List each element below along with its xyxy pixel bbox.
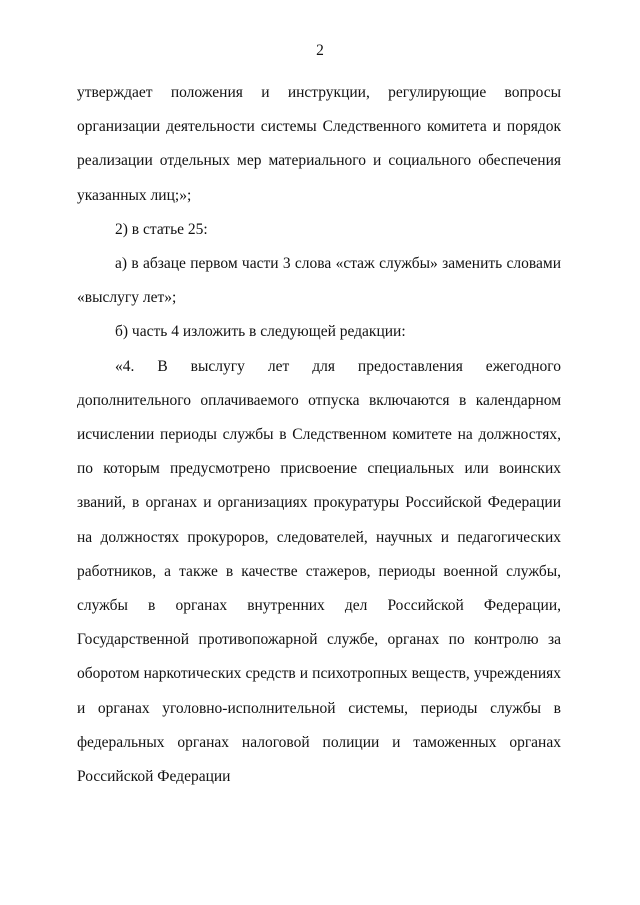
- paragraph-part-4: «4. В выслугу лет для предоставления ежегодного дополнительного оплачиваемого отпуска включаются в календарном исчислении периоды службы в Следственном комитете на должностях, по которым предусмотрено присвоение специальных или воинских званий, в органах и организациях прокуратуры Российской Федерации на должностях прокуроров, следователей, научных и педагогических работников, а также в качестве стажеров, периоды военной службы, службы в органах внутренних дел Российской Федерации, Государственной противопожарной службе, органах по контролю за оборотом наркотических средств и психотропных веществ, учреждениях и органах уголовно-исполнительной системы, периоды службы в федеральных органах налоговой полиции и таможенных органах Российской Федерации: [77, 357, 561, 786]
- page-number: 2: [316, 42, 324, 59]
- paragraph-item-b: б) часть 4 изложить в следующей редакции:: [115, 323, 406, 341]
- paragraph-continuation: утверждает положения и инструкции, регулирующие вопросы организации деятельности системы Следственного комитета и порядок реализации отдельных мер материального и социального обеспечения указанных лиц;»;: [77, 84, 561, 204]
- paragraph-article-25: 2) в статье 25:: [115, 220, 208, 238]
- paragraph-item-a: а) в абзаце первом части 3 слова «стаж службы» заменить словами «выслугу лет»;: [77, 255, 561, 307]
- document-body: [77, 76, 561, 794]
